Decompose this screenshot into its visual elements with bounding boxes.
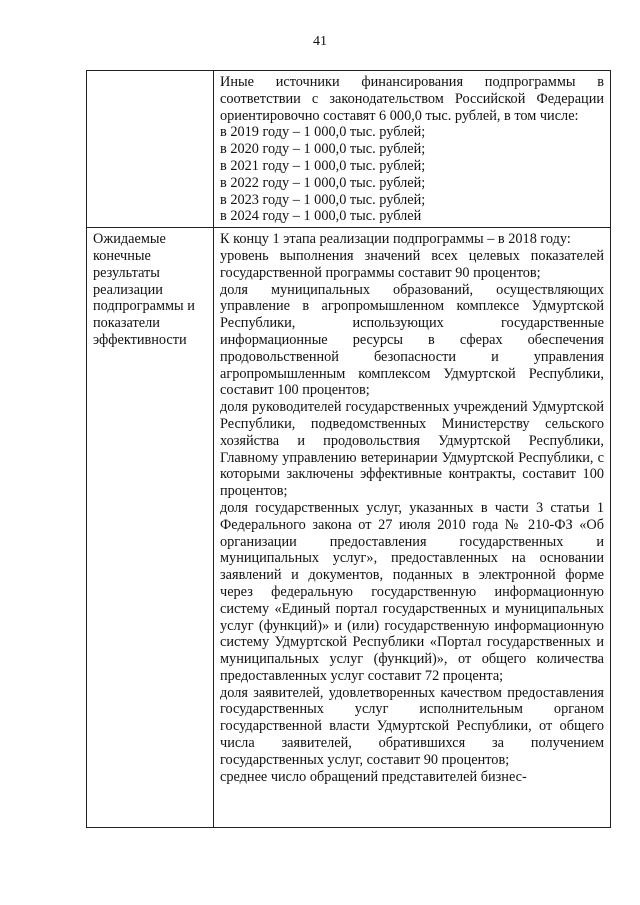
row-label-cell bbox=[87, 71, 214, 228]
funding-text-cell bbox=[214, 71, 611, 228]
indicator-paragraph: доля руководителей государственных учреждений Удмуртской Республики, подведомственных Министерству сельского хозяйства и продовольствия Удмуртской Республики, Главному управлению ветеринарии Удмуртской Республики, с которыми заключены эффективные контракты, составит 100 процентов; bbox=[220, 399, 604, 500]
funding-year-line: в 2021 году – 1 000,0 тыс. рублей; bbox=[220, 157, 426, 174]
indicator-paragraph: доля государственных услуг, указанных в части 3 статьи 1 Федерального закона от 27 июля 2010 года № 210-ФЗ «Об организации предоставления государственных и муниципальных услуг», предоставленных на основании заявлений и документов, поданных в электронной форме через федеральную государственную информационную систему «Единый портал государственных и муниципальных услуг (функций)» и (или) государственную информационную систему Удмуртской Республики «Портал государственных и муниципальных услуг (функций)», от общего количества предоставленных услуг составит 72 процента; bbox=[220, 499, 604, 684]
funding-year-line: в 2024 году – 1 000,0 тыс. рублей bbox=[220, 208, 422, 225]
table-row-funding bbox=[87, 71, 611, 228]
funding-year-line: в 2020 году – 1 000,0 тыс. рублей; bbox=[220, 141, 426, 158]
program-passport-table bbox=[86, 70, 611, 828]
expected-results-label: Ожидаемые конечные результаты реализации подпрограммы и показатели эффективности bbox=[93, 231, 195, 348]
table-row-results bbox=[87, 228, 611, 828]
indicator-paragraph: доля заявителей, удовлетворенных качеством предоставления государственных услуг исполнительным органом государственной власти Удмуртской Республики, от общего числа заявителей, обратившихся за получением государственных услуг, составит 90 процентов; bbox=[220, 684, 604, 768]
funding-paragraph: Иные источники финансирования подпрограммы в соответствии с законодательством Российской Федерации ориентировочно составят 6 000,0 тыс. рублей, в том числе: bbox=[220, 74, 604, 124]
indicator-paragraph: среднее число обращений представителей бизнес- bbox=[220, 768, 527, 785]
row-label-cell bbox=[87, 228, 214, 828]
funding-year-line: в 2022 году – 1 000,0 тыс. рублей; bbox=[220, 174, 426, 191]
funding-year-line: в 2019 году – 1 000,0 тыс. рублей; bbox=[220, 124, 426, 141]
results-intro: К концу 1 этапа реализации подпрограммы – в 2018 году: bbox=[220, 231, 571, 248]
results-text-cell bbox=[214, 228, 611, 828]
funding-year-line: в 2023 году – 1 000,0 тыс. рублей; bbox=[220, 191, 426, 208]
indicator-paragraph: доля муниципальных образований, осуществляющих управление в агропромышленном комплексе Удмуртской Республики, использующих государственные информационные ресурсы в сферах обеспечения продовольственной безопасности и управления агропромышленным комплексом Удмуртской Республики, составит 100 процентов; bbox=[220, 281, 604, 399]
page-number: 41 bbox=[313, 34, 327, 49]
indicator-paragraph: уровень выполнения значений всех целевых показателей государственной программы составит 90 процентов; bbox=[220, 247, 604, 281]
